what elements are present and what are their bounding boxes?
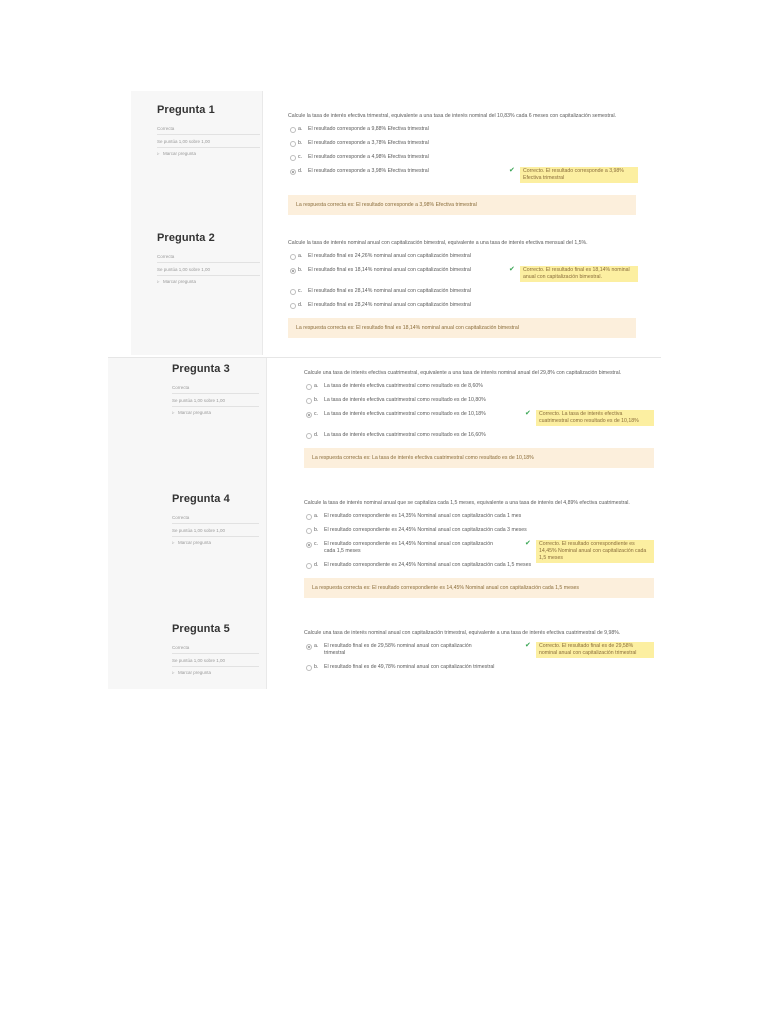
radio-button[interactable] bbox=[290, 155, 296, 161]
answer-option-c[interactable] bbox=[304, 411, 654, 427]
question-body bbox=[304, 499, 654, 598]
flag-question-label: Marcar pregunta bbox=[178, 540, 212, 545]
radio-button-selected[interactable] bbox=[306, 644, 312, 650]
screenshot-part-1 bbox=[131, 91, 661, 355]
flag-icon: ▹ bbox=[157, 279, 160, 285]
question-body bbox=[304, 629, 654, 678]
question-info bbox=[172, 363, 259, 416]
option-text: El resultado final es 24,26% nominal anual con capitalización bimestral bbox=[308, 253, 471, 259]
option-letter: a. bbox=[298, 126, 303, 132]
correct-answer-box: La respuesta correcta es: La tasa de interés efectiva cuatrimestral como resultado es de 10,18% bbox=[304, 448, 654, 468]
question-info bbox=[172, 493, 259, 546]
question-state: Correcta bbox=[172, 384, 259, 394]
question-state: Correcta bbox=[172, 514, 259, 524]
answer-option-a[interactable] bbox=[288, 126, 636, 135]
question-state: Correcta bbox=[157, 253, 260, 263]
flag-question-link[interactable] bbox=[157, 279, 260, 285]
answer-option-b[interactable] bbox=[288, 267, 636, 283]
option-text: El resultado correspondiente es 14,35% Nominal anual con capitalización cada 1 mes bbox=[324, 513, 522, 519]
option-letter: a. bbox=[314, 513, 319, 519]
question-info bbox=[172, 623, 259, 676]
option-feedback: Correcto. El resultado corresponde a 3,98% Efectiva trimestral bbox=[520, 167, 638, 183]
flag-icon: ▹ bbox=[172, 410, 175, 416]
option-text: El resultado correspondiente es 14,45% Nominal anual con capitalización cada 1,5 meses bbox=[324, 541, 493, 554]
option-feedback: Correcto. El resultado final es de 29,58% nominal anual con capitalización trimestral bbox=[536, 642, 654, 658]
flag-question-link[interactable] bbox=[172, 540, 259, 546]
correct-answer-box: La respuesta correcta es: El resultado final es 18,14% nominal anual con capitalización bimestral bbox=[288, 318, 636, 338]
radio-button[interactable] bbox=[290, 254, 296, 260]
screenshot-part-2 bbox=[108, 357, 661, 689]
question-body bbox=[288, 239, 636, 338]
question-text: Calcule la tasa de interés nominal anual que se capitaliza cada 1,5 meses, equivalente a una tasa de interés del 4,89% efectiva cuatrimestral. bbox=[304, 500, 630, 506]
option-text: La tasa de interés efectiva cuatrimestral como resultado es de 8,60% bbox=[324, 383, 483, 389]
answer-option-d[interactable] bbox=[288, 302, 636, 311]
flag-icon: ▹ bbox=[157, 151, 160, 157]
flag-question-link[interactable] bbox=[157, 151, 260, 157]
option-text: El resultado corresponde a 3,98% Efectiva trimestral bbox=[308, 168, 429, 174]
option-letter: d. bbox=[298, 302, 303, 308]
question-text: Calcule la tasa de interés efectiva trimestral, equivalente a una tasa de interés nominal del 10,83% cada 6 meses con capitalización semestral. bbox=[288, 113, 617, 119]
option-letter: c. bbox=[314, 411, 319, 417]
flag-icon: ▹ bbox=[172, 540, 175, 546]
radio-button[interactable] bbox=[290, 303, 296, 309]
answer-option-b[interactable] bbox=[288, 140, 636, 149]
answer-option-a[interactable] bbox=[288, 253, 636, 262]
question-text: Calcule la tasa de interés nominal anual con capitalización bimestral, equivalente a una tasa de interés efectiva mensual del 1,5%. bbox=[288, 240, 588, 246]
check-icon: ✔ bbox=[525, 540, 531, 547]
radio-button-selected[interactable] bbox=[290, 169, 296, 175]
option-text: El resultado corresponde a 4,98% Efectiva trimestral bbox=[308, 154, 429, 160]
radio-button[interactable] bbox=[290, 141, 296, 147]
option-text: El resultado final es de 49,78% nominal anual con capitalización trimestral bbox=[324, 664, 495, 670]
answer-option-d[interactable] bbox=[304, 432, 654, 441]
question-number: Pregunta 4 bbox=[172, 493, 230, 505]
option-letter: c. bbox=[314, 541, 319, 547]
answer-option-c[interactable] bbox=[288, 154, 636, 163]
question-score: Se puntúa 1,00 sobre 1,00 bbox=[157, 138, 260, 148]
correct-answer-box: La respuesta correcta es: El resultado correspondiente es 14,45% Nominal anual con capitalización cada 1,5 meses bbox=[304, 578, 654, 598]
answer-option-d[interactable] bbox=[288, 167, 636, 181]
question-info bbox=[157, 104, 260, 157]
question-score: Se puntúa 1,00 sobre 1,00 bbox=[172, 657, 259, 667]
option-letter: b. bbox=[298, 267, 303, 273]
question-body bbox=[288, 112, 636, 215]
check-icon: ✔ bbox=[525, 642, 531, 649]
question-number: Pregunta 2 bbox=[157, 232, 215, 244]
option-letter: d. bbox=[314, 562, 319, 568]
option-letter: a. bbox=[314, 643, 319, 649]
option-letter: b. bbox=[298, 140, 303, 146]
option-letter: b. bbox=[314, 664, 319, 670]
flag-question-label: Marcar pregunta bbox=[178, 670, 212, 675]
radio-button-selected[interactable] bbox=[306, 412, 312, 418]
answer-option-a[interactable] bbox=[304, 383, 654, 392]
radio-button[interactable] bbox=[306, 563, 312, 569]
radio-button[interactable] bbox=[290, 289, 296, 295]
option-letter: c. bbox=[298, 154, 303, 160]
radio-button[interactable] bbox=[306, 384, 312, 390]
check-icon: ✔ bbox=[509, 266, 515, 273]
option-letter: a. bbox=[314, 383, 319, 389]
option-letter: b. bbox=[314, 397, 319, 403]
option-text: El resultado correspondiente es 24,45% Nominal anual con capitalización cada 3 meses bbox=[324, 527, 527, 533]
question-state: Correcta bbox=[157, 125, 260, 135]
flag-icon: ▹ bbox=[172, 670, 175, 676]
question-state: Correcta bbox=[172, 644, 259, 654]
option-text: El resultado final es 18,14% nominal anual con capitalización bimestral bbox=[308, 267, 471, 273]
question-text: Calcule una tasa de interés efectiva cuatrimestral, equivalente a una tasa de interés nominal anual del 29,8% con capitalización bimestral. bbox=[304, 370, 622, 376]
flag-question-label: Marcar pregunta bbox=[178, 410, 212, 415]
option-letter: c. bbox=[298, 288, 303, 294]
answer-option-d[interactable] bbox=[304, 562, 654, 571]
radio-button[interactable] bbox=[306, 398, 312, 404]
answer-option-a[interactable] bbox=[304, 643, 654, 659]
radio-button-selected[interactable] bbox=[306, 542, 312, 548]
option-text: El resultado final es 28,24% nominal anual con capitalización bimestral bbox=[308, 302, 471, 308]
answer-option-b[interactable] bbox=[304, 527, 654, 536]
correct-answer-box: La respuesta correcta es: El resultado corresponde a 3,98% Efectiva trimestral bbox=[288, 195, 636, 215]
flag-question-link[interactable] bbox=[172, 410, 259, 416]
option-letter: a. bbox=[298, 253, 303, 259]
option-letter: d. bbox=[298, 168, 303, 174]
radio-button[interactable] bbox=[306, 433, 312, 439]
option-text: El resultado corresponde a 9,88% Efectiva trimestral bbox=[308, 126, 429, 132]
radio-button[interactable] bbox=[306, 528, 312, 534]
option-text: El resultado final es 28,14% nominal anual con capitalización bimestral bbox=[308, 288, 471, 294]
answer-option-b[interactable] bbox=[304, 397, 654, 406]
question-number: Pregunta 3 bbox=[172, 363, 230, 375]
option-text: El resultado corresponde a 3,78% Efectiva trimestral bbox=[308, 140, 429, 146]
question-text: Calcule una tasa de interés nominal anual con capitalización trimestral, equivalente a una tasa de interés efectiva cuatrimestral de 9,98%. bbox=[304, 630, 621, 636]
option-text: La tasa de interés efectiva cuatrimestral como resultado es de 10,80% bbox=[324, 397, 486, 403]
answer-option-b[interactable] bbox=[304, 664, 654, 673]
answer-option-c[interactable] bbox=[288, 288, 636, 297]
flag-question-link[interactable] bbox=[172, 670, 259, 676]
option-text: La tasa de interés efectiva cuatrimestral como resultado es de 16,60% bbox=[324, 432, 486, 438]
question-score: Se puntúa 1,00 sobre 1,00 bbox=[157, 266, 260, 276]
question-number: Pregunta 5 bbox=[172, 623, 230, 635]
option-feedback: Correcto. El resultado final es 18,14% nominal anual con capitalización bimestral. bbox=[520, 266, 638, 282]
option-text: La tasa de interés efectiva cuatrimestral como resultado es de 10,18% bbox=[324, 411, 486, 417]
option-letter: d. bbox=[314, 432, 319, 438]
answer-option-c[interactable] bbox=[304, 540, 654, 561]
question-number: Pregunta 1 bbox=[157, 104, 215, 116]
flag-question-label: Marcar pregunta bbox=[163, 151, 197, 156]
question-info bbox=[157, 232, 260, 285]
radio-button[interactable] bbox=[290, 127, 296, 133]
question-body bbox=[304, 369, 654, 468]
check-icon: ✔ bbox=[525, 410, 531, 417]
question-score: Se puntúa 1,00 sobre 1,00 bbox=[172, 397, 259, 407]
option-text: El resultado final es de 29,58% nominal anual con capitalización trimestral bbox=[324, 643, 472, 656]
option-text: El resultado correspondiente es 24,45% Nominal anual con capitalización cada 1,5 meses bbox=[324, 562, 532, 568]
radio-button-selected[interactable] bbox=[290, 268, 296, 274]
option-feedback: Correcto. La tasa de interés efectiva cuatrimestral como resultado es de 10,18% bbox=[536, 410, 654, 426]
check-icon: ✔ bbox=[509, 167, 515, 174]
flag-question-label: Marcar pregunta bbox=[163, 279, 197, 284]
question-score: Se puntúa 1,00 sobre 1,00 bbox=[172, 527, 259, 537]
radio-button[interactable] bbox=[306, 514, 312, 520]
option-letter: b. bbox=[314, 527, 319, 533]
option-feedback: Correcto. El resultado correspondiente es 14,45% Nominal anual con capitalización cada 1,5 meses bbox=[536, 540, 654, 563]
answer-option-a[interactable] bbox=[304, 513, 654, 522]
radio-button[interactable] bbox=[306, 665, 312, 671]
